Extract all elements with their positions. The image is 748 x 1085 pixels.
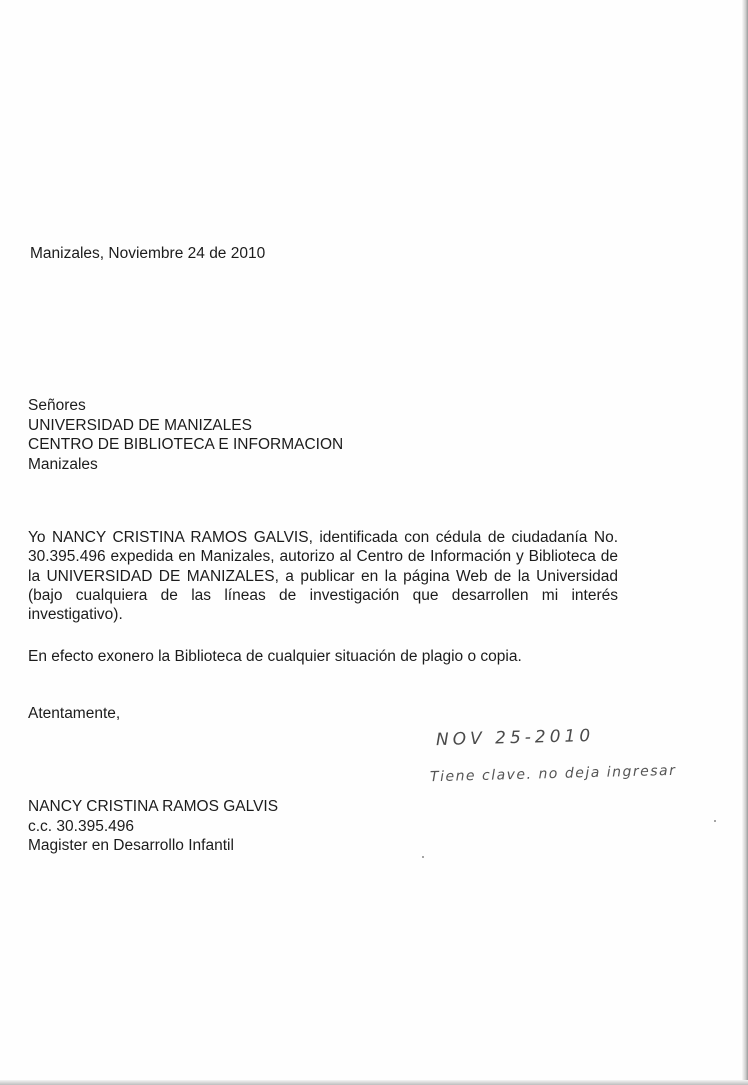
signer-title: Magister en Desarrollo Infantil — [28, 837, 234, 854]
recipient-block — [28, 396, 343, 474]
scan-edge-bottom — [0, 1080, 748, 1085]
scan-edge-right — [742, 0, 748, 1085]
letter-date: Manizales, Noviembre 24 de 2010 — [30, 245, 266, 262]
signer-name: NANCY CRISTINA RAMOS GALVIS — [28, 798, 279, 815]
scan-speck — [714, 820, 716, 822]
recipient-department: CENTRO DE BIBLIOTECA E INFORMACION — [28, 436, 344, 453]
body-paragraph-authorization: Yo NANCY CRISTINA RAMOS GALVIS, identificada con cédula de ciudadanía No. 30.395.496 expedida en Manizales, autorizo al Centro de Información y Biblioteca de la UNIVERSIDAD DE MANIZALES, a publicar en la página Web de la Universidad (bajo cualquiera de las líneas de investigación que desarrollen mi interés investigativo). — [28, 529, 618, 624]
recipient-city: Manizales — [28, 455, 98, 473]
recipient-salutation: Señores — [28, 397, 86, 414]
handwritten-date: NOV 25-2010 — [435, 725, 595, 751]
handwritten-note: Tiene clave. no deja ingresar — [429, 762, 677, 786]
scan-speck — [422, 856, 424, 858]
closing-line: Atentamente, — [28, 705, 121, 722]
recipient-institution: UNIVERSIDAD DE MANIZALES — [28, 416, 252, 434]
body-paragraph-disclaimer: En efecto exonero la Biblioteca de cualquier situación de plagio o copia. — [28, 648, 522, 665]
signer-id: c.c. 30.395.496 — [28, 817, 134, 835]
signature-block — [28, 797, 278, 856]
